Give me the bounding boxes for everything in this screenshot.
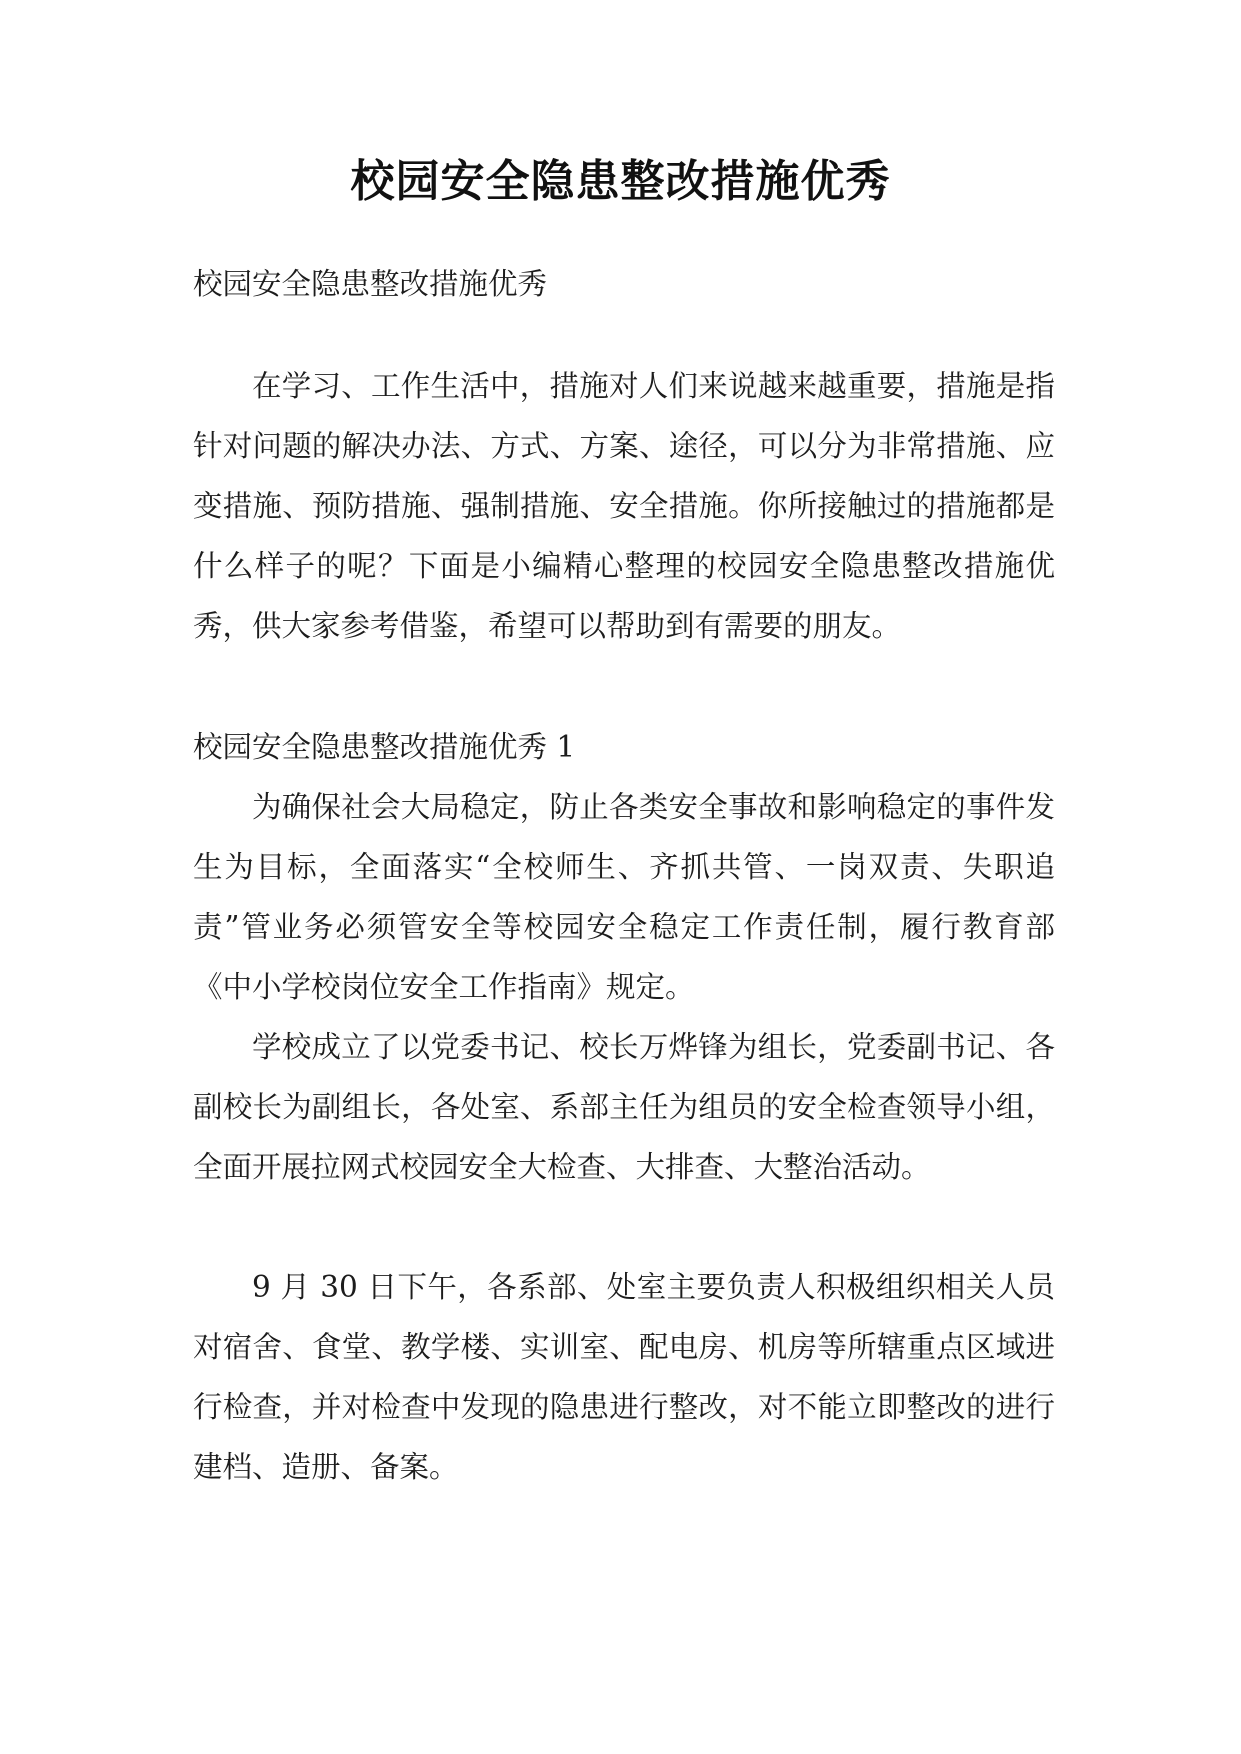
section-paragraph-2: 学校成立了以党委书记、校长万烨锋为组长，党委副书记、各副校长为副组长，各处室、系部主任为组员的安全检查领导小组，全面开展拉网式校园安全大检查、大排查、大整治活动。 bbox=[193, 1030, 1055, 1184]
section-heading: 校园安全隐患整改措施优秀 1 bbox=[193, 730, 576, 764]
document-title: 校园安全隐患整改措施优秀 bbox=[350, 156, 891, 207]
section-paragraph-3: 9 月 30 日下午，各系部、处室主要负责人积极组织相关人员对宿舍、食堂、教学楼、实训室、配电房、机房等所辖重点区域进行检查，并对检查中发现的隐患进行整改，对不能立即整改的进行建档、造册、备案。 bbox=[193, 1270, 1055, 1484]
intro-paragraph: 在学习、工作生活中，措施对人们来说越来越重要，措施是指针对问题的解决办法、方式、方案、途径，可以分为非常措施、应变措施、预防措施、强制措施、安全措施。你所接触过的措施都是什么样子的呢？下面是小编精心整理的校园安全隐患整改措施优秀，供大家参考借鉴，希望可以帮助到有需要的朋友。 bbox=[193, 369, 1055, 643]
section-paragraph-1: 为确保社会大局稳定，防止各类安全事故和影响稳定的事件发生为目标，全面落实“全校师生、齐抓共管、一岗双责、失职追责”管业务必须管安全等校园安全稳定工作责任制，履行教育部《中小学校岗位安全工作指南》规定。 bbox=[193, 790, 1055, 1004]
document-subtitle: 校园安全隐患整改措施优秀 bbox=[193, 267, 548, 301]
